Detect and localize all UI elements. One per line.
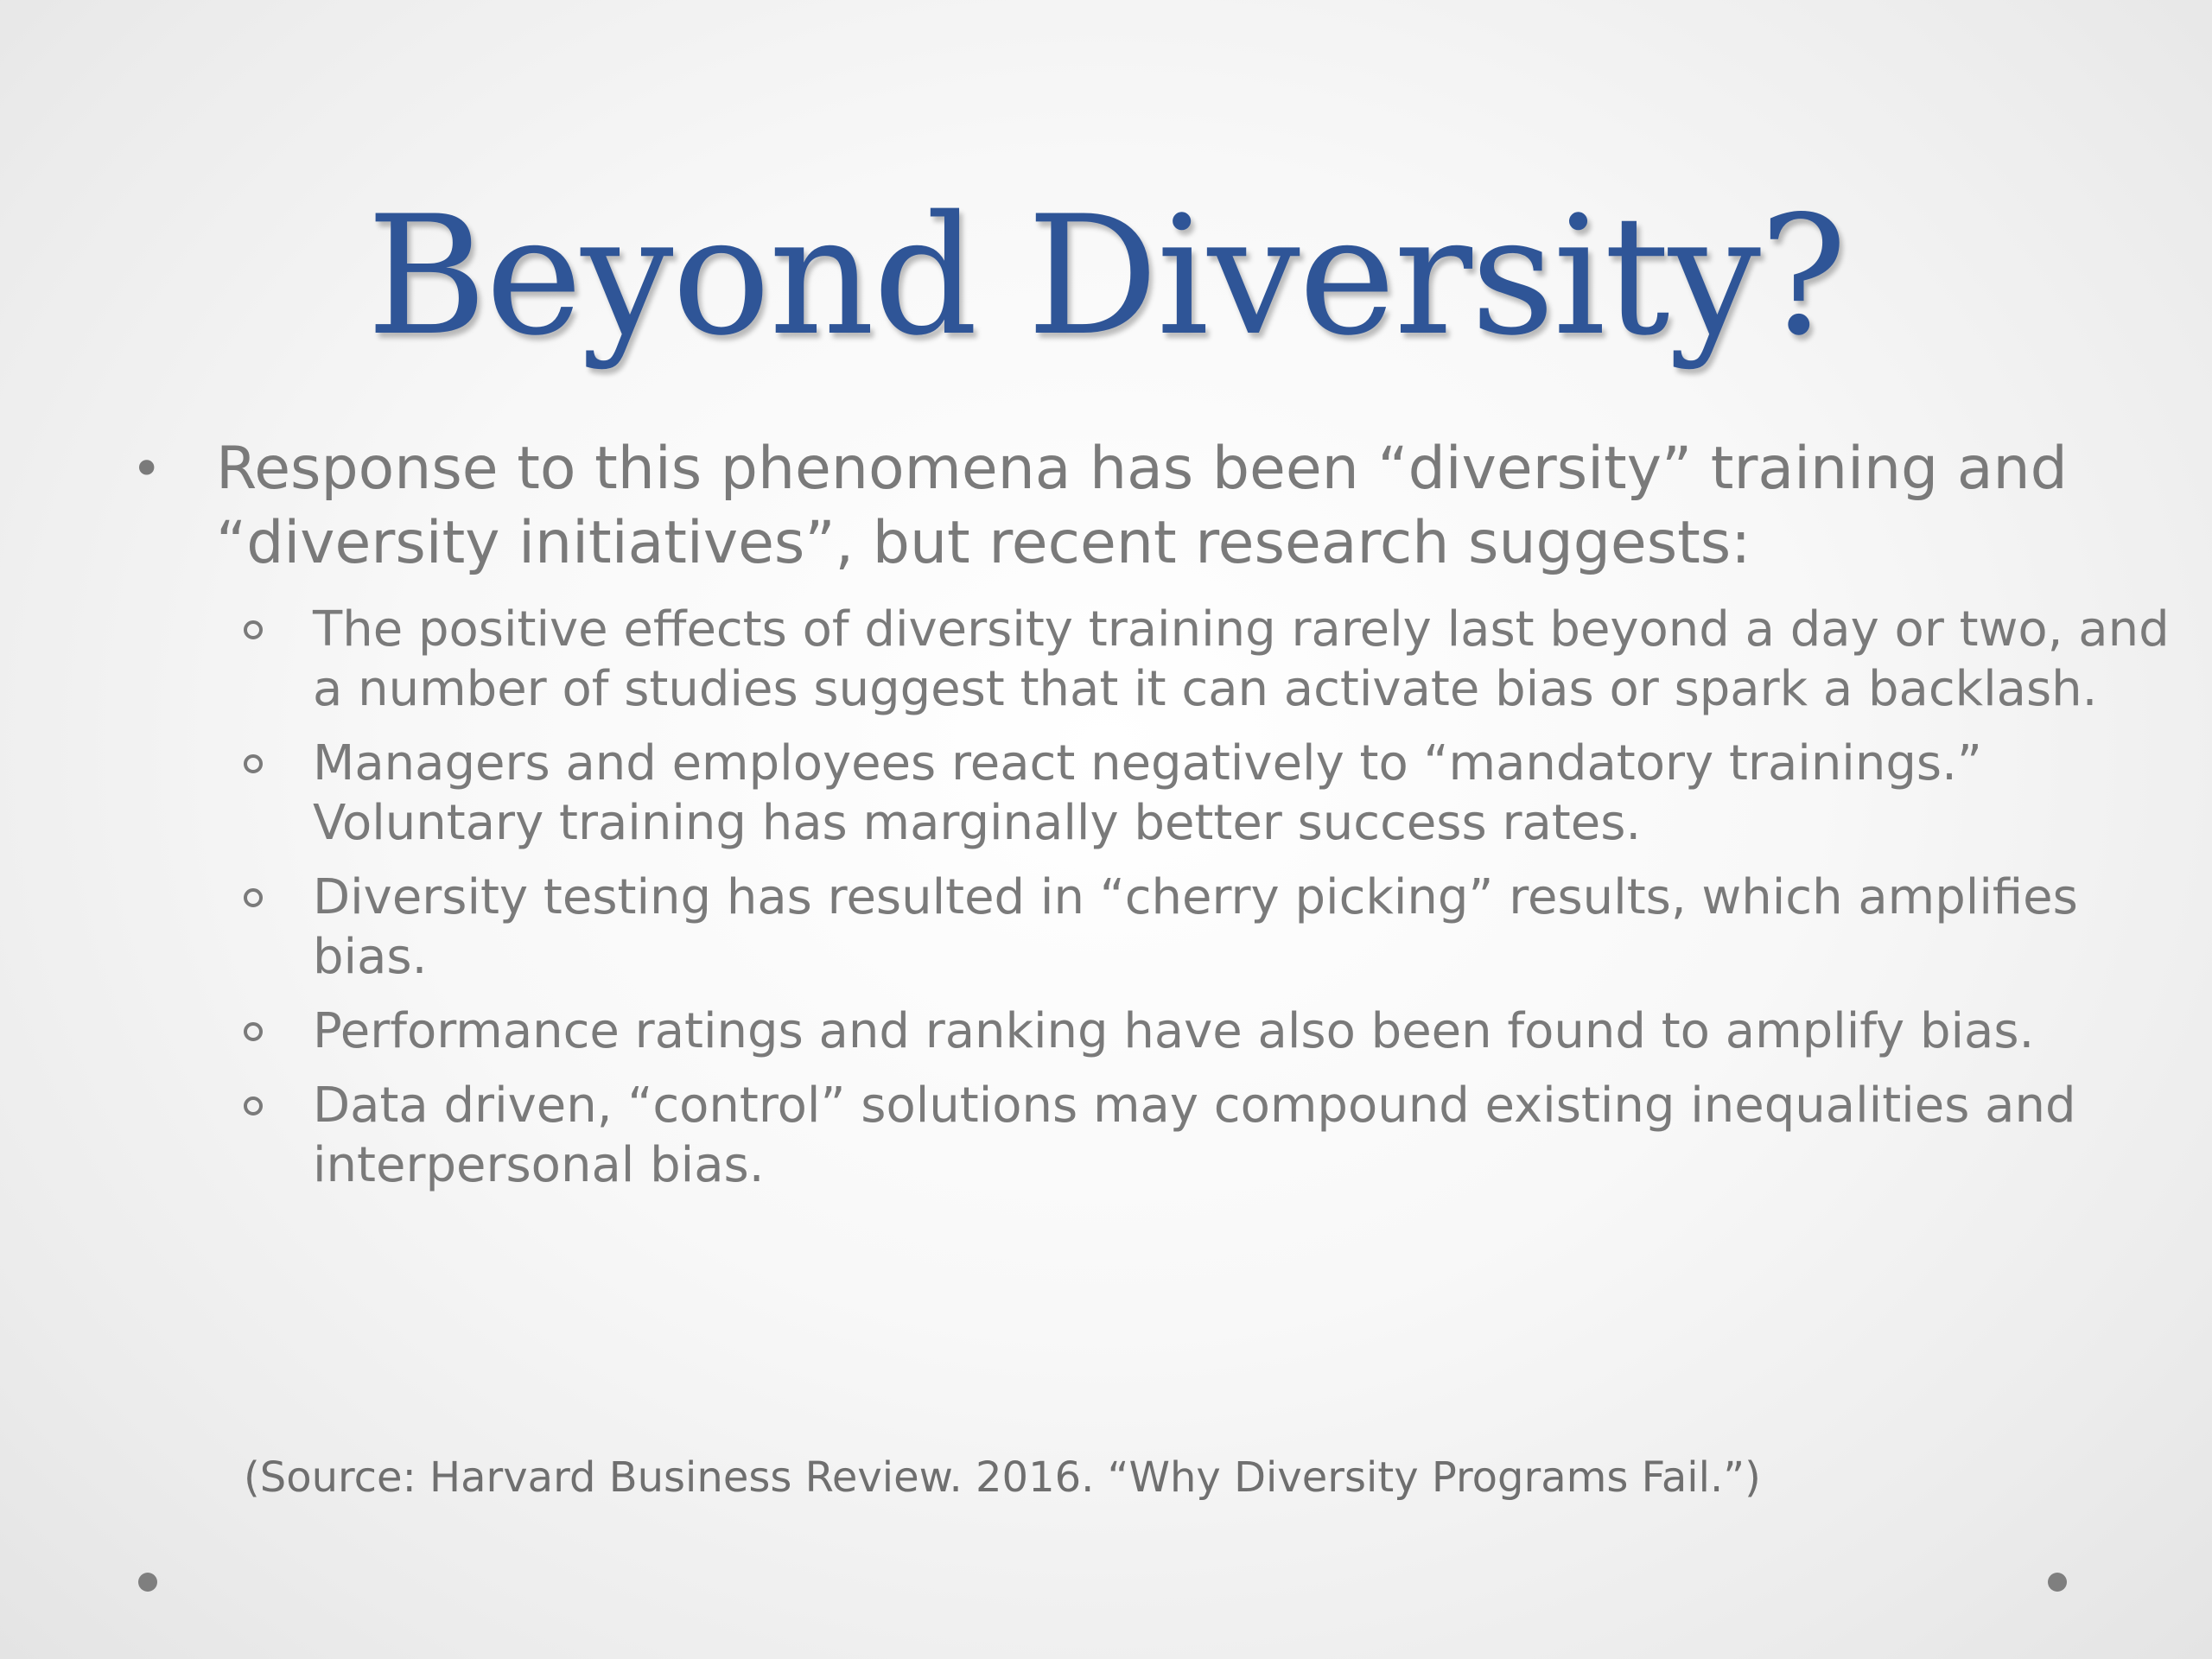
hollow-circle-icon xyxy=(244,1022,263,1041)
hollow-circle-icon xyxy=(244,888,263,907)
hollow-circle-icon xyxy=(244,754,263,773)
sub-bullet-text: The positive effects of diversity training rarely last beyond a day or two, and a number of studies suggest that it can activate bias or spark a backlash. xyxy=(313,601,2170,717)
sub-bullet-text: Managers and employees react negatively to “mandatory trainings.” Voluntary training has marginally better success rates. xyxy=(313,735,1982,851)
sub-bullet-item xyxy=(121,600,2196,719)
hollow-circle-icon xyxy=(244,1096,263,1116)
main-bullet xyxy=(121,432,2108,581)
sub-bullet-item xyxy=(121,868,2196,987)
slide-title: Beyond Diversity? xyxy=(366,181,1846,372)
bullet-icon: • xyxy=(131,439,162,499)
sub-bullet-text: Data driven, “control” solutions may compound existing inequalities and interpersonal bias. xyxy=(313,1077,2076,1193)
decorative-dot-icon xyxy=(2048,1573,2067,1592)
sub-bullet-item xyxy=(121,1001,2196,1061)
source-citation: (Source: Harvard Business Review. 2016. “Why Diversity Programs Fail.”) xyxy=(244,1453,1761,1502)
sub-bullet-text: Performance ratings and ranking have also been found to amplify bias. xyxy=(313,1003,2035,1059)
main-bullet-text: Response to this phenomena has been “diversity” training and “diversity initiatives”, but recent research suggests: xyxy=(216,435,2068,577)
sub-bullet-item xyxy=(121,734,2196,853)
sub-bullet-item xyxy=(121,1076,2196,1195)
slide-content xyxy=(121,432,2170,1210)
hollow-circle-icon xyxy=(244,620,263,639)
sub-bullet-text: Diversity testing has resulted in “cherry picking” results, which amplifies bias. xyxy=(313,869,2078,985)
sub-bullet-list xyxy=(121,600,2170,1195)
decorative-dot-icon xyxy=(138,1573,157,1592)
